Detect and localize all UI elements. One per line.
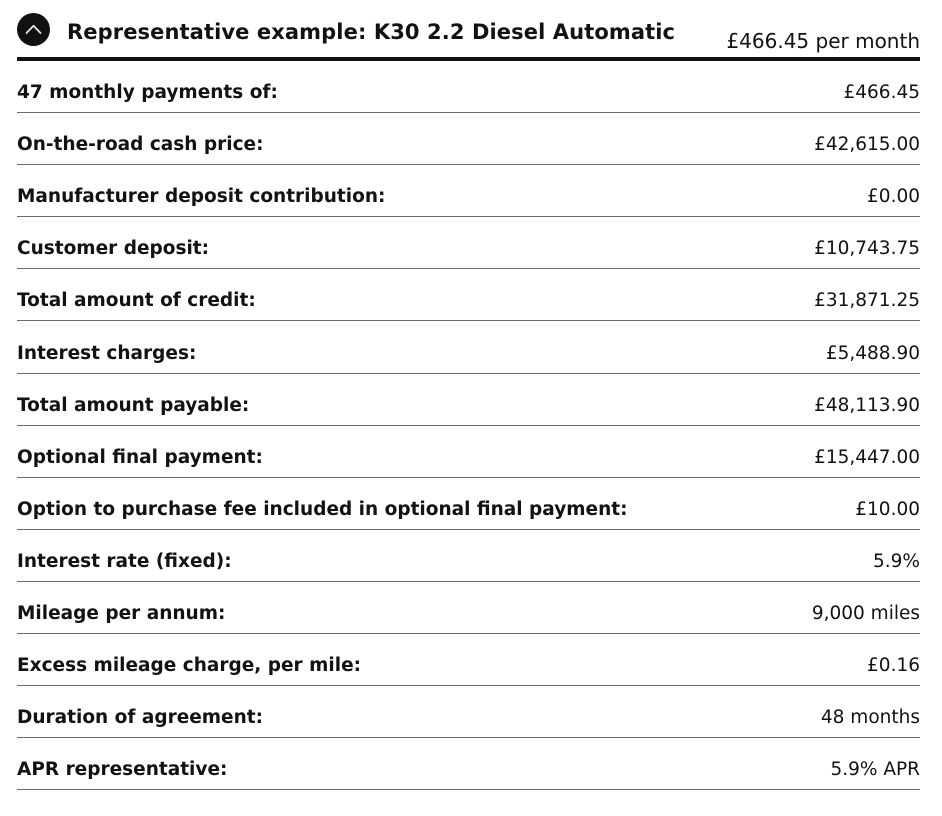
row-label: On-the-road cash price:	[17, 134, 264, 156]
row-label: 47 monthly payments of:	[17, 82, 278, 104]
row-value: £10,743.75	[814, 238, 920, 260]
row-value: 48 months	[820, 707, 920, 729]
row-label: Interest charges:	[17, 342, 197, 364]
table-row	[17, 269, 920, 321]
row-value: £5,488.90	[825, 342, 920, 364]
chevron-up-icon[interactable]	[17, 13, 50, 46]
row-value: 5.9% APR	[830, 759, 920, 781]
row-value: £31,871.25	[814, 290, 920, 312]
row-value: £42,615.00	[814, 134, 920, 156]
table-row	[17, 582, 920, 634]
row-label: Mileage per annum:	[17, 603, 226, 625]
table-row	[17, 478, 920, 530]
table-row	[17, 738, 920, 790]
table-row	[17, 165, 920, 217]
row-value: £0.16	[867, 655, 920, 677]
row-label: Excess mileage charge, per mile:	[17, 655, 362, 677]
accordion-header[interactable]	[17, 0, 920, 61]
row-label: Option to purchase fee included in optional final payment:	[17, 498, 628, 520]
row-label: Duration of agreement:	[17, 707, 264, 729]
finance-rows	[17, 61, 920, 790]
table-row	[17, 686, 920, 738]
row-value: £15,447.00	[814, 446, 920, 468]
row-label: Optional final payment:	[17, 446, 263, 468]
row-value: £10.00	[855, 498, 920, 520]
row-label: APR representative:	[17, 759, 228, 781]
table-row	[17, 634, 920, 686]
monthly-price: £466.45 per month	[726, 29, 920, 53]
table-row	[17, 217, 920, 269]
table-row	[17, 321, 920, 373]
table-row	[17, 61, 920, 113]
row-label: Total amount payable:	[17, 394, 250, 416]
row-label: Total amount of credit:	[17, 290, 256, 312]
row-label: Customer deposit:	[17, 238, 210, 260]
row-value: 9,000 miles	[811, 603, 920, 625]
row-label: Manufacturer deposit contribution:	[17, 186, 386, 208]
row-value: £48,113.90	[814, 394, 920, 416]
row-value: £0.00	[867, 186, 920, 208]
row-label: Interest rate (fixed):	[17, 550, 232, 572]
row-value: 5.9%	[873, 550, 920, 572]
table-row	[17, 113, 920, 165]
page-title: Representative example: K30 2.2 Diesel Automatic	[67, 19, 676, 44]
row-value: £466.45	[843, 82, 920, 104]
table-row	[17, 374, 920, 426]
table-row	[17, 426, 920, 478]
table-row	[17, 530, 920, 582]
